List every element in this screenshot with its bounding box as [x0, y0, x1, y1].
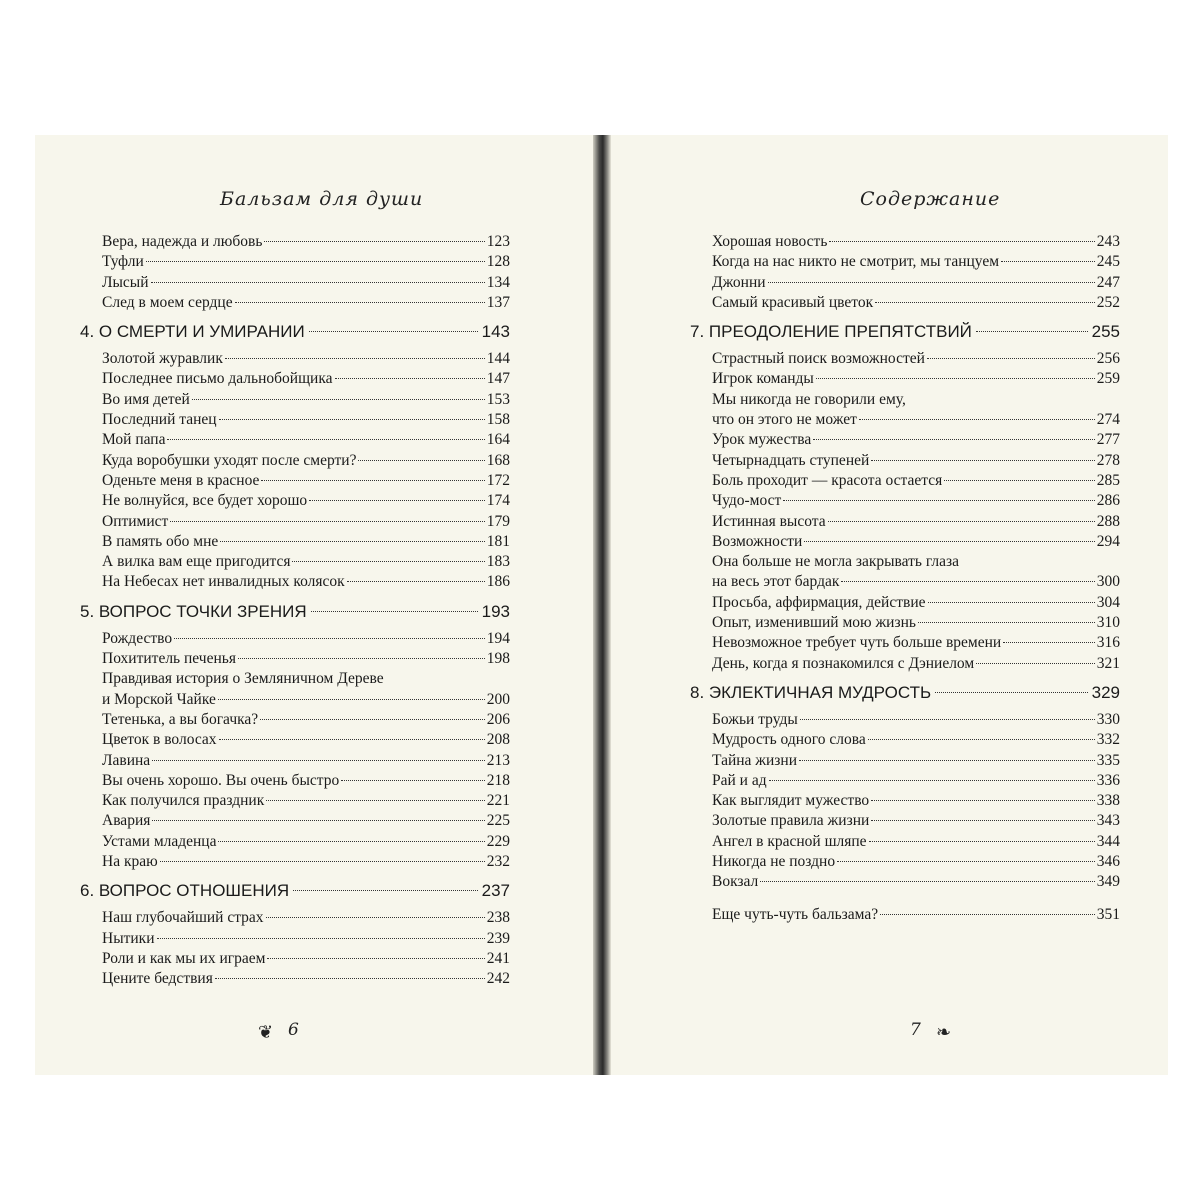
- toc-chapter-heading: [80, 872, 510, 908]
- toc-entry: [80, 811, 510, 831]
- dot-leader: [218, 699, 485, 700]
- dot-leader: [935, 692, 1088, 693]
- toc-title: Вокзал: [712, 873, 759, 891]
- toc-page-number: 344: [1096, 832, 1120, 850]
- dot-leader: [174, 638, 485, 639]
- toc-entry: [690, 771, 1120, 791]
- dot-leader: [146, 261, 485, 262]
- toc-title: Божьи труды: [712, 710, 798, 728]
- toc-page-number: 259: [1096, 370, 1120, 388]
- toc-entry: [80, 730, 510, 750]
- toc-title: Устами младенца: [102, 832, 217, 850]
- toc-entry: [690, 390, 1120, 410]
- toc-page-number: 208: [486, 731, 510, 749]
- dot-leader: [170, 521, 484, 522]
- toc-page-number: 343: [1096, 812, 1120, 830]
- dot-leader: [871, 460, 1094, 461]
- dot-leader: [335, 378, 485, 379]
- toc-entry: [690, 232, 1120, 252]
- toc-entry: [690, 811, 1120, 831]
- right-running-head: Содержание: [860, 188, 1001, 210]
- toc-page-number: 143: [481, 322, 510, 342]
- toc-page-number: 218: [486, 771, 510, 789]
- toc-entry: [690, 293, 1120, 313]
- toc-page-number: 158: [486, 411, 510, 429]
- toc-title: Еще чуть-чуть бальзама?: [712, 905, 879, 923]
- toc-chapter-heading: [80, 313, 510, 349]
- dot-leader: [868, 739, 1095, 740]
- dot-leader: [160, 861, 485, 862]
- toc-entry: [80, 649, 510, 669]
- toc-entry: [80, 852, 510, 872]
- toc-entry: [690, 410, 1120, 430]
- toc-entry: [690, 730, 1120, 750]
- dot-leader: [152, 820, 484, 821]
- dot-leader: [841, 581, 1094, 582]
- dot-leader: [976, 331, 1088, 332]
- toc-title: День, когда я познакомился с Дэниелом: [712, 654, 975, 672]
- toc-entry: [690, 512, 1120, 532]
- dot-leader: [235, 302, 485, 303]
- toc-title: На Небесах нет инвалидных колясок: [102, 573, 345, 591]
- dot-leader: [151, 282, 485, 283]
- toc-page-number: 346: [1096, 853, 1120, 871]
- toc-page-number: 213: [486, 751, 510, 769]
- dot-leader: [192, 399, 485, 400]
- toc-title: Урок мужества: [712, 431, 812, 449]
- dot-leader: [152, 760, 485, 761]
- dot-leader: [264, 241, 484, 242]
- toc-entry: [690, 751, 1120, 771]
- toc-page-number: 241: [486, 949, 510, 967]
- toc-entry: [80, 791, 510, 811]
- toc-title: А вилка вам еще пригодится: [102, 553, 291, 571]
- toc-title: Цените бедствия: [102, 970, 213, 988]
- toc-title: Ангел в красной шляпе: [712, 832, 867, 850]
- toc-title: Лавина: [102, 751, 151, 769]
- dot-leader: [358, 460, 484, 461]
- toc-title: Тайна жизни: [712, 751, 798, 769]
- toc-entry: [690, 872, 1120, 892]
- toc-page-number: 321: [1096, 654, 1120, 672]
- toc-title: Роли и как мы их играем: [102, 949, 266, 967]
- toc-entry: [690, 852, 1120, 872]
- toc-title: 5. ВОПРОС ТОЧКИ ЗРЕНИЯ: [80, 601, 307, 621]
- toc-page-number: 153: [486, 390, 510, 408]
- right-page-number: 7: [910, 1020, 921, 1040]
- toc-title: Наш глубочайший страх: [102, 909, 264, 927]
- toc-page-number: 193: [481, 601, 510, 621]
- toc-page-number: 274: [1096, 411, 1120, 429]
- toc-entry: [690, 905, 1120, 925]
- toc-title: Истинная высота: [712, 512, 826, 530]
- toc-entry: [80, 929, 510, 949]
- toc-title: Во имя детей: [102, 390, 190, 408]
- toc-entry: [80, 710, 510, 730]
- toc-page-number: 123: [486, 233, 510, 250]
- toc-title: что он этого не может: [712, 411, 857, 429]
- toc-title: Как получился праздник: [102, 792, 265, 810]
- dot-leader: [928, 602, 1095, 603]
- toc-entry: [690, 349, 1120, 369]
- dot-leader: [218, 841, 484, 842]
- toc-title: Авария: [102, 812, 151, 830]
- dot-leader: [1001, 261, 1095, 262]
- toc-entry: [690, 532, 1120, 552]
- flourish-ornament-icon: ❧: [936, 1022, 952, 1042]
- toc-entry: [80, 349, 510, 369]
- toc-title: Туфли: [102, 253, 144, 271]
- toc-title: Не волнуйся, все будет хорошо: [102, 492, 308, 510]
- toc-page-number: 206: [486, 710, 510, 728]
- toc-title: Рождество: [102, 629, 173, 647]
- toc-page-number: 349: [1096, 873, 1120, 891]
- toc-entry: [80, 771, 510, 791]
- dot-leader: [341, 780, 484, 781]
- toc-title: Цветок в волосах: [102, 731, 217, 749]
- dot-leader: [859, 419, 1095, 420]
- dot-leader: [309, 331, 478, 332]
- dot-leader: [260, 719, 485, 720]
- toc-chapter-heading: [690, 313, 1120, 349]
- toc-title: Боль проходит — красота остается: [712, 471, 943, 489]
- toc-entry: [80, 390, 510, 410]
- toc-title: Золотой журавлик: [102, 350, 223, 368]
- toc-title: Игрок команды: [712, 370, 814, 388]
- dot-leader: [871, 800, 1095, 801]
- dot-leader: [266, 917, 485, 918]
- toc-entry: [690, 471, 1120, 491]
- toc-title: Вера, надежда и любовь: [102, 233, 263, 250]
- toc-page-number: 278: [1096, 451, 1120, 469]
- toc-entry: [80, 273, 510, 293]
- toc-entry: [80, 491, 510, 511]
- toc-page-number: 288: [1096, 512, 1120, 530]
- toc-title: 7. ПРЕОДОЛЕНИЕ ПРЕПЯТСТВИЙ: [690, 322, 972, 342]
- toc-page-number: 335: [1096, 751, 1120, 769]
- left-toc-list: [80, 232, 510, 990]
- toc-page-number: 229: [486, 832, 510, 850]
- dot-leader: [760, 881, 1094, 882]
- toc-entry: [80, 252, 510, 272]
- dot-leader: [267, 958, 484, 959]
- dot-leader: [799, 760, 1095, 761]
- toc-entry: [80, 471, 510, 491]
- left-running-head: Бальзам для души: [220, 188, 424, 210]
- dot-leader: [783, 500, 1095, 501]
- toc-chapter-heading: [690, 674, 1120, 710]
- toc-page-number: 194: [486, 629, 510, 647]
- toc-title: На краю: [102, 853, 158, 871]
- toc-title: 6. ВОПРОС ОТНОШЕНИЯ: [80, 881, 290, 901]
- toc-page-number: 277: [1096, 431, 1120, 449]
- toc-title: Нытики: [102, 929, 155, 947]
- dot-leader: [220, 541, 484, 542]
- toc-entry: [690, 633, 1120, 653]
- toc-title: Куда воробушки уходят после смерти?: [102, 451, 357, 469]
- toc-title: 8. ЭКЛЕКТИЧНАЯ МУДРОСТЬ: [690, 682, 932, 702]
- dot-leader: [875, 302, 1095, 303]
- toc-title: Невозможное требует чуть больше времени: [712, 634, 1002, 652]
- toc-page-number: 134: [486, 273, 510, 291]
- toc-page-number: 200: [486, 690, 510, 708]
- dot-leader: [944, 480, 1095, 481]
- dot-leader: [804, 541, 1094, 542]
- toc-page-number: 242: [486, 970, 510, 988]
- dot-leader: [880, 914, 1095, 915]
- dot-leader: [167, 439, 484, 440]
- dot-leader: [292, 561, 484, 562]
- dot-leader: [837, 861, 1095, 862]
- dot-leader: [800, 719, 1095, 720]
- toc-page-number: 256: [1096, 350, 1120, 368]
- toc-entry: [80, 690, 510, 710]
- toc-entry: [80, 410, 510, 430]
- toc-title: Лысый: [102, 273, 149, 291]
- toc-title: и Морской Чайке: [102, 690, 216, 708]
- toc-title: Чудо-мост: [712, 492, 782, 510]
- dot-leader: [871, 820, 1094, 821]
- toc-entry: [80, 552, 510, 572]
- dot-leader: [976, 663, 1095, 664]
- toc-title: Вы очень хорошо. Вы очень быстро: [102, 771, 340, 789]
- toc-title: 4. О СМЕРТИ И УМИРАНИИ: [80, 322, 305, 342]
- toc-entry: [690, 491, 1120, 511]
- toc-page-number: 336: [1096, 771, 1120, 789]
- dot-leader: [768, 282, 1095, 283]
- dot-leader: [157, 938, 485, 939]
- toc-page-number: 172: [486, 471, 510, 489]
- toc-title: Последний танец: [102, 411, 217, 429]
- toc-page-number: 239: [486, 929, 510, 947]
- flourish-ornament-icon: ❦: [258, 1022, 274, 1042]
- toc-page-number: 221: [486, 792, 510, 810]
- toc-entry: [80, 908, 510, 928]
- toc-page-number: 330: [1096, 710, 1120, 728]
- dot-leader: [219, 419, 485, 420]
- toc-title: Самый красивый цветок: [712, 293, 874, 311]
- dot-leader: [293, 890, 478, 891]
- toc-entry: [80, 232, 510, 252]
- toc-title: Мой папа: [102, 431, 166, 449]
- toc-entry: [690, 252, 1120, 272]
- toc-entry: [80, 669, 510, 689]
- toc-entry: [690, 791, 1120, 811]
- toc-entry: [690, 654, 1120, 674]
- toc-page-number: 164: [486, 431, 510, 449]
- toc-page-number: 338: [1096, 792, 1120, 810]
- dot-leader: [927, 358, 1095, 359]
- dot-leader: [225, 358, 485, 359]
- toc-page-number: 351: [1096, 905, 1120, 923]
- dot-leader: [311, 611, 478, 612]
- toc-page-number: 285: [1096, 471, 1120, 489]
- toc-title: Просьба, аффирмация, действие: [712, 593, 926, 611]
- toc-entry: [690, 430, 1120, 450]
- dot-leader: [769, 780, 1095, 781]
- dot-leader: [918, 622, 1095, 623]
- toc-page-number: 179: [486, 512, 510, 530]
- toc-page-number: 243: [1096, 233, 1120, 250]
- toc-title: Последнее письмо дальнобойщика: [102, 370, 333, 388]
- toc-entry: [690, 451, 1120, 471]
- toc-entry: [80, 629, 510, 649]
- toc-title: Оденьте меня в красное: [102, 471, 260, 489]
- toc-entry: [690, 832, 1120, 852]
- dot-leader: [828, 521, 1095, 522]
- dot-leader: [238, 658, 485, 659]
- toc-entry: [80, 430, 510, 450]
- toc-page-number: 316: [1096, 634, 1120, 652]
- toc-page-number: 332: [1096, 731, 1120, 749]
- toc-title: Правдивая история о Земляничном Дереве: [102, 670, 384, 688]
- book-spine-gutter: [593, 135, 611, 1075]
- left-page-number: 6: [288, 1020, 299, 1040]
- toc-entry: [690, 552, 1120, 572]
- toc-title: Она больше не могла закрывать глаза: [712, 553, 960, 571]
- toc-page-number: 245: [1096, 253, 1120, 271]
- toc-entry: [80, 751, 510, 771]
- toc-title: Никогда не поздно: [712, 853, 836, 871]
- toc-chapter-heading: [80, 593, 510, 629]
- right-toc-list: [690, 232, 1120, 925]
- toc-entry: [80, 369, 510, 389]
- toc-entry: [80, 949, 510, 969]
- dot-leader: [829, 241, 1094, 242]
- toc-title: В память обо мне: [102, 532, 219, 550]
- toc-title: Тетенька, а вы богачка?: [102, 710, 259, 728]
- toc-page-number: 147: [486, 370, 510, 388]
- toc-page-number: 286: [1096, 492, 1120, 510]
- toc-page-number: 300: [1096, 573, 1120, 591]
- toc-page-number: 252: [1096, 293, 1120, 311]
- toc-page-number: 232: [486, 853, 510, 871]
- toc-title: Как выглядит мужество: [712, 792, 870, 810]
- toc-page-number: 144: [486, 350, 510, 368]
- toc-page-number: 181: [486, 532, 510, 550]
- toc-title: Джонни: [712, 273, 766, 291]
- toc-title: Четырнадцать ступеней: [712, 451, 870, 469]
- toc-page-number: 137: [486, 293, 510, 311]
- toc-title: Хорошая новость: [712, 233, 828, 250]
- toc-entry: [80, 572, 510, 592]
- toc-entry: [690, 593, 1120, 613]
- toc-entry: [80, 532, 510, 552]
- toc-title: Золотые правила жизни: [712, 812, 870, 830]
- dot-leader: [1003, 642, 1095, 643]
- toc-entry: [80, 451, 510, 471]
- toc-entry: [690, 369, 1120, 389]
- toc-page-number: 186: [486, 573, 510, 591]
- toc-title: Похититель печенья: [102, 650, 236, 668]
- toc-entry: [80, 832, 510, 852]
- toc-page-number: 183: [486, 553, 510, 571]
- toc-page-number: 174: [486, 492, 510, 510]
- toc-page-number: 255: [1091, 322, 1120, 342]
- toc-title: След в моем сердце: [102, 293, 233, 311]
- toc-title: Мудрость одного слова: [712, 731, 866, 749]
- toc-title: Возможности: [712, 532, 803, 550]
- toc-title: Рай и ад: [712, 771, 767, 789]
- dot-leader: [219, 739, 485, 740]
- toc-page-number: 329: [1091, 682, 1120, 702]
- toc-spacer: [690, 893, 1120, 905]
- toc-entry: [690, 613, 1120, 633]
- toc-title: на весь этот бардак: [712, 573, 840, 591]
- dot-leader: [813, 439, 1094, 440]
- toc-entry: [690, 273, 1120, 293]
- toc-page-number: 128: [486, 253, 510, 271]
- toc-title: Опыт, изменивший мою жизнь: [712, 614, 916, 632]
- toc-entry: [80, 969, 510, 989]
- toc-page-number: 198: [486, 650, 510, 668]
- toc-page-number: 238: [486, 909, 510, 927]
- dot-leader: [261, 480, 484, 481]
- dot-leader: [215, 978, 485, 979]
- toc-title: Оптимист: [102, 512, 169, 530]
- toc-page-number: 310: [1096, 614, 1120, 632]
- toc-title: Страстный поиск возможностей: [712, 350, 925, 368]
- toc-title: Мы никогда не говорили ему,: [712, 390, 906, 408]
- toc-page-number: 237: [481, 881, 510, 901]
- toc-entry: [80, 512, 510, 532]
- dot-leader: [869, 841, 1095, 842]
- dot-leader: [266, 800, 485, 801]
- toc-entry: [80, 293, 510, 313]
- toc-page-number: 294: [1096, 532, 1120, 550]
- toc-entry: [690, 572, 1120, 592]
- toc-title: Когда на нас никто не смотрит, мы танцуем: [712, 253, 1000, 271]
- dot-leader: [309, 500, 485, 501]
- toc-page-number: 247: [1096, 273, 1120, 291]
- dot-leader: [347, 581, 485, 582]
- toc-page-number: 225: [486, 812, 510, 830]
- toc-page-number: 304: [1096, 593, 1120, 611]
- toc-page-number: 168: [486, 451, 510, 469]
- dot-leader: [816, 378, 1095, 379]
- toc-entry: [690, 710, 1120, 730]
